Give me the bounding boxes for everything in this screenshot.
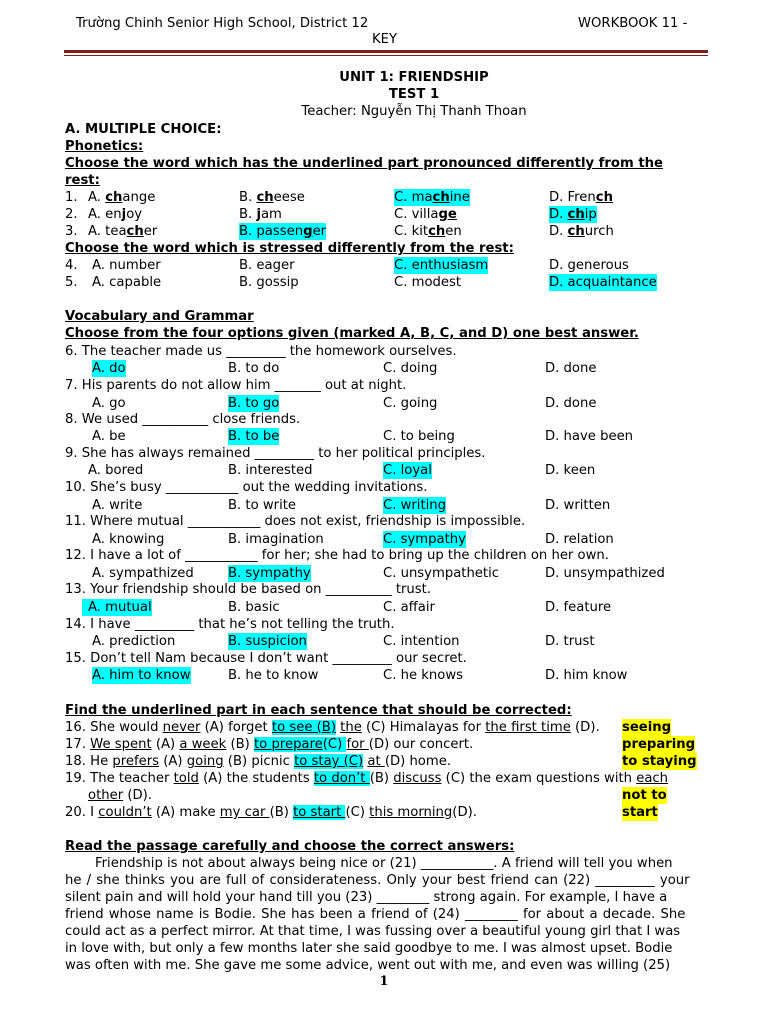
q13-option-a-answer: A. mutual: [82, 599, 152, 616]
q14-option-c: C. intention: [383, 634, 460, 649]
q9-option-d: D. keen: [545, 463, 596, 478]
q9-option-c-answer: C. loyal: [383, 463, 432, 478]
header-school: Trường Chinh Senior High School, District 12: [76, 16, 369, 31]
q8-stem: 8. We used __________ close friends.: [65, 412, 301, 427]
q12-option-a: A. sympathized: [92, 566, 194, 581]
q12-option-b-answer: B. sympathy: [228, 566, 311, 581]
q3-option-b-answer: B. passenger: [239, 224, 327, 239]
q1-option-c-answer: C. machine: [394, 190, 470, 205]
q19-sentence: 19. The teacher told (A) the students to don’t (B) discuss (C) the exam questions with each: [65, 771, 669, 786]
q17-correction: preparing: [622, 737, 696, 752]
q11-stem: 11. Where mutual ___________ does not exist, friendship is impossible.: [65, 514, 526, 529]
q12-option-d: D. unsympathized: [545, 566, 665, 581]
q7-stem: 7. His parents do not allow him _______ out at night.: [65, 378, 407, 393]
q4-number: 4.: [65, 258, 78, 273]
q13-stem: 13. Your friendship should be based on __________ trust.: [65, 582, 432, 597]
q8-option-b-answer: B. to be: [228, 429, 280, 444]
passage-line-2: he / she thinks you are full of considerateness. Only your best friend can (22) _________ your: [65, 873, 690, 888]
q10-stem: 10. She’s busy ___________ out the wedding invitations.: [65, 480, 428, 495]
phonetics-heading: Phonetics:: [65, 139, 144, 154]
test-title: TEST 1: [388, 87, 440, 102]
q3-option-d: D. church: [549, 224, 614, 239]
page-number: 1: [379, 974, 389, 989]
error-instruction: Find the underlined part in each sentence that should be corrected:: [65, 703, 572, 718]
q2-option-b: B. jam: [239, 207, 282, 222]
q3-number: 3.: [65, 224, 78, 239]
q6-option-a-answer: A. do: [92, 361, 126, 376]
phonetics-instruction-cont: rest:: [65, 173, 100, 188]
q7-option-b-answer: B. to go: [228, 396, 280, 411]
q5-option-d-answer: D. acquaintance: [549, 275, 657, 290]
q16-correction: seeing: [622, 720, 672, 735]
q13-option-b: B. basic: [228, 600, 280, 615]
q11-option-a: A. knowing: [92, 532, 165, 547]
q11-option-b: B. imagination: [228, 532, 324, 547]
q14-option-a: A. prediction: [92, 634, 176, 649]
stress-instruction: Choose the word which is stressed differently from the rest:: [65, 241, 514, 256]
q4-option-a: A. number: [92, 258, 161, 273]
q1-option-d: D. French: [549, 190, 613, 205]
teacher-name: Teacher: Nguyễn Thị Thanh Thoan: [301, 104, 527, 119]
q4-option-d: D. generous: [549, 258, 629, 273]
q9-stem: 9. She has always remained _________ to her political principles.: [65, 446, 486, 461]
vocab-instruction: Choose from the four options given (marked A, B, C, and D) one best answer.: [65, 326, 639, 341]
q10-option-c-answer: C. writing: [383, 498, 447, 513]
header-key: KEY: [372, 32, 398, 47]
q6-option-d: D. done: [545, 361, 597, 376]
q16-sentence: 16. She would never (A) forget to see (B) the (C) Himalayas for the first time (D).: [65, 720, 600, 735]
q8-option-c: C. to being: [383, 429, 455, 444]
header-rule-thin: [64, 55, 708, 56]
q6-option-b: B. to do: [228, 361, 280, 376]
vocab-heading: Vocabulary and Grammar: [65, 309, 254, 324]
q3-option-c: C. kitchen: [394, 224, 462, 239]
unit-title: UNIT 1: FRIENDSHIP: [339, 70, 489, 85]
q4-option-b: B. eager: [239, 258, 295, 273]
q18-correction: to staying: [622, 754, 697, 769]
q7-option-d: D. done: [545, 396, 597, 411]
q1-number: 1.: [65, 190, 78, 205]
q7-option-c: C. going: [383, 396, 438, 411]
q5-number: 5.: [65, 275, 78, 290]
q5-option-c: C. modest: [394, 275, 462, 290]
q13-option-d: D. feature: [545, 600, 612, 615]
q6-option-c: C. doing: [383, 361, 438, 376]
q19-correction: not to: [622, 788, 667, 803]
q14-option-b-answer: B. suspicion: [228, 634, 307, 649]
q2-option-d-answer: D. chip: [549, 207, 597, 222]
passage-line-1: Friendship is not about always being nice or (21) ___________. A friend will tell you when: [95, 856, 673, 871]
q12-option-c: C. unsympathetic: [383, 566, 500, 581]
q9-option-b: B. interested: [228, 463, 313, 478]
q7-option-a: A. go: [92, 396, 126, 411]
q19-correction-cont: start: [622, 805, 658, 820]
q10-option-a: A. write: [92, 498, 143, 513]
reading-instruction: Read the passage carefully and choose the correct answers:: [65, 839, 515, 854]
passage-line-4: friend whose name is Bodie. She has been a friend of (24) ________ for about a decade. She: [65, 907, 686, 922]
q5-option-a: A. capable: [92, 275, 162, 290]
q2-option-c: C. village: [394, 207, 457, 222]
q11-option-c-answer: C. sympathy: [383, 532, 466, 547]
q15-option-a-answer: A. him to know: [92, 668, 191, 683]
q1-option-b: B. cheese: [239, 190, 305, 205]
q4-option-c-answer: C. enthusiasm: [394, 258, 489, 273]
q14-stem: 14. I have _________ that he’s not telling the truth.: [65, 617, 395, 632]
q5-option-b: B. gossip: [239, 275, 299, 290]
q6-stem: 6. The teacher made us _________ the homework ourselves.: [65, 344, 457, 359]
q12-stem: 12. I have a lot of ___________ for her; she had to bring up the children on her own.: [65, 548, 609, 563]
passage-line-3: silent pain and will hold your hand till you (23) ________ strong again. For example, I have a: [65, 890, 668, 905]
q9-option-a: A. bored: [88, 463, 144, 478]
header-rule: [64, 50, 708, 53]
q17-sentence: 17. We spent (A) a week (B) to prepare(C) for (D) our concert.: [65, 737, 474, 752]
q20-sentence: 20. I couldn’t (A) make my car (B) to start (C) this morning(D).: [65, 805, 477, 820]
q10-option-d: D. written: [545, 498, 611, 513]
q8-option-d: D. have been: [545, 429, 634, 444]
q10-option-b: B. to write: [228, 498, 297, 513]
q18-sentence: 18. He prefers (A) going (B) picnic to stay (C) at (D) home.: [65, 754, 452, 769]
q15-option-d: D. him know: [545, 668, 628, 683]
q3-option-a: A. teacher: [88, 224, 158, 239]
passage-line-5: could act as a perfect mirror. At that time, I was fussing over a beautiful young girl that I was: [65, 924, 681, 939]
q13-option-c: C. affair: [383, 600, 435, 615]
passage-line-6: in love with, but only a few months later she said goodbye to me. I was almost upset. Bodie: [65, 941, 673, 956]
q8-option-a: A. be: [92, 429, 126, 444]
q2-option-a: A. enjoy: [88, 207, 143, 222]
passage-line-7: was often with me. She gave me some advice, went out with me, and even was willing (25): [65, 958, 671, 973]
phonetics-instruction: Choose the word which has the underlined part pronounced differently from the: [65, 156, 663, 171]
section-a-heading: A. MULTIPLE CHOICE:: [65, 122, 222, 137]
q15-option-b: B. he to know: [228, 668, 319, 683]
q15-option-c: C. he knows: [383, 668, 463, 683]
q11-option-d: D. relation: [545, 532, 614, 547]
q14-option-d: D. trust: [545, 634, 595, 649]
q1-option-a: A. change: [88, 190, 156, 205]
q15-stem: 15. Don’t tell Nam because I don’t want _________ our secret.: [65, 651, 467, 666]
q19-sentence-cont: other (D).: [88, 788, 152, 803]
q2-number: 2.: [65, 207, 78, 222]
header-workbook: WORKBOOK 11 -: [578, 16, 688, 31]
